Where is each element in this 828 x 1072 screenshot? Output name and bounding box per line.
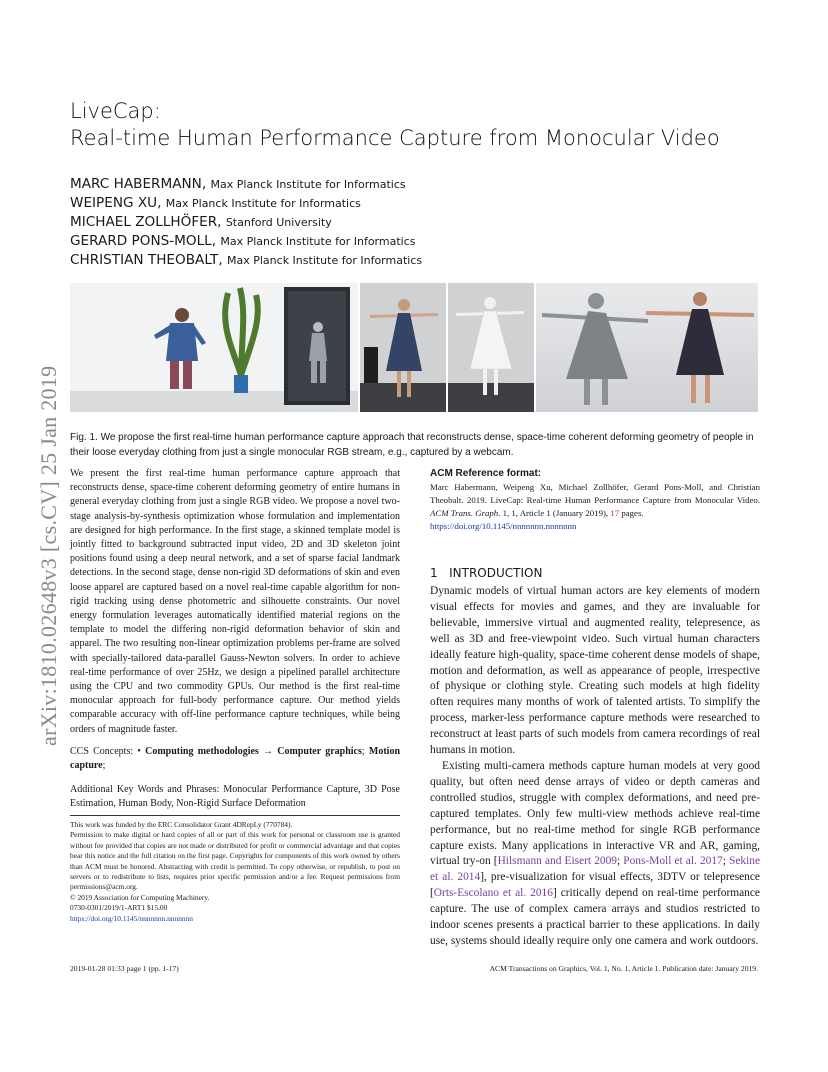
footnote-funding: This work was funded by the ERC Consolidator Grant 4DRepLy (770784). — [70, 820, 293, 829]
footer-right: ACM Transactions on Graphics, Vol. 1, No. 1, Article 1. Publication date: January 2019. — [489, 964, 758, 973]
citation-pons-moll[interactable]: Pons-Moll et al. 2017 — [623, 855, 723, 868]
author-3: MICHAEL ZOLLHÖFER, Stanford University — [70, 214, 332, 230]
author-list — [70, 175, 422, 270]
citation-hilsmann[interactable]: Hilsmann and Eisert 2009 — [497, 855, 617, 868]
acm-ref-pages-link[interactable]: 17 — [610, 508, 620, 519]
footnote-rule — [70, 815, 400, 816]
footnote-copyright: © 2019 Association for Computing Machinery. — [70, 892, 210, 902]
left-column — [70, 467, 400, 812]
intro-paragraph-1: Dynamic models of virtual human actors are key elements of modern visual effects for movies and games, and they are invaluable for believable, immersive virtual and augmented reality, telepresence, as well as 3D and free-viewpoint video. Such virtual human characters ideally feature high-quality, space-time coherent dense models of shape, motion and deformation, as well as appearance of people, irrespective of physique or clothing style. Creating such models at high fidelity often requires many months of work of talented artists. To simplify the process, marker-less performance capture methods were researched to reconstruct at least parts of such models from camera recordings of real humans in motion. — [430, 585, 760, 757]
citation-sekine[interactable]: Sekine et al. 2014 — [430, 855, 761, 884]
section-heading-introduction: 1 INTRODUCTION — [430, 566, 543, 580]
author-2: WEIPENG XU, Max Planck Institute for Informatics — [70, 195, 361, 211]
mesh-overlay-image — [448, 283, 534, 412]
title-line-2: Real-time Human Performance Capture from Monocular Video — [70, 126, 720, 150]
acm-reference — [430, 467, 760, 533]
footer-left: 2019-01-28 01:33 page 1 (pp. 1-17) — [70, 964, 179, 973]
title-line-1: LiveCap: — [70, 99, 161, 123]
ccs-concepts: CCS Concepts: • Computing methodologies → Computer graphics; Motion capture; — [70, 745, 400, 772]
teaser-panel-input — [70, 283, 358, 412]
author-4: GERARD PONS-MOLL, Max Planck Institute for Informatics — [70, 233, 416, 249]
reconstruction-result-image — [536, 283, 758, 412]
acm-ref-text: Marc Habermann, Weipeng Xu, Michael Zollhöfer, Gerard Pons-Moll, and Christian Theobalt. 2019. LiveCap: Real-time Human Performance Capture from Monocular Video. ACM Trans. Graph. 1, 1, Article 1 (January 2019), 17 pages. https://doi.org/10.1145/nnnnnnn.nnnnnnn — [430, 482, 760, 532]
teaser-figure — [70, 283, 758, 412]
author-5: CHRISTIAN THEOBALT, Max Planck Institute for Informatics — [70, 252, 423, 268]
author-1: MARC HABERMANN, Max Planck Institute for Informatics — [70, 176, 406, 192]
teaser-panel-mesh — [448, 283, 534, 412]
teaser-panel-rgb — [360, 283, 446, 412]
intro-paragraph-2: Existing multi-camera methods capture human models at very good quality, but often need dense arrays of video or depth cameras and controlled studios, struggle with complex deformations, and need pre-captured templates. Only few multi-view methods achieve real-time performance, but no real-time method for single RGB performance capture exists. Many applications in interactive VR and AR, gaming, virtual try-on [Hilsmann and Eisert 2009; Pons-Moll et al. 2017; Sekine et al. 2014], pre-visualization for visual effects, 3DTV or telepresence [Orts-Escolano et al. 2016] critically depend on real-time performance capture. The use of complex camera arrays and studios restricted to indoor scenes presents a practical barrier to these applications. In daily use, systems should ideally require only one camera and work outdoors. — [430, 759, 761, 947]
teaser-panel-result — [536, 283, 758, 412]
dress-photo-image — [360, 283, 446, 412]
footnote-doi-link[interactable]: https://doi.org/10.1145/nnnnnnn.nnnnnnn — [70, 913, 193, 923]
paper-title — [70, 98, 720, 152]
footnote — [70, 820, 400, 924]
arxiv-stamp: arXiv:1810.02648v3 [cs.CV] 25 Jan 2019 — [36, 365, 61, 746]
studio-scene-image — [70, 283, 358, 412]
footnote-permission: Permission to make digital or hard copies of all or part of this work for personal or classroom use is granted without fee provided that copies are not made or distributed for profit or commercial advantage and that copies bear this notice and the full citation on the first page. Copyrights for components of this work owned by others than ACM must be honored. Abstracting with credit is permitted. To copy otherwise, or republish, to post on servers or to redistribute to lists, requires prior specific permission and/or a fee. Request permissions from permissions@acm.org. — [70, 830, 400, 892]
introduction-body — [430, 584, 760, 950]
abstract: We present the first real-time human performance capture approach that reconstructs dense, space-time coherent deforming geometry of entire humans in general everyday clothing from just a single RGB video. We propose a novel two-stage analysis-by-synthesis optimization whose formulation and implementation are designed for high performance. In the first stage, a skinned template model is jointly fitted to background subtracted input video, 2D and 3D skeleton joint positions found using a deep neural network, and a set of sparse facial landmark detections. In the second stage, dense non-rigid 3D deformations of skin and even loose apparel are captured based on a novel real-time capable algorithm for non-rigid tracking using dense photometric and silhouette constraints. Our novel energy formulation leverages automatically identified material regions on the template to model the differing non-rigid deformation behavior of skin and apparel. The two resulting non-linear optimization problems per-frame are solved with specially-tailored data-parallel Gauss-Newton solvers. In order to achieve real-time performance of over 25Hz, we design a pipelined parallel architecture using the CPU and two commodity GPUs. Our method is the first real-time monocular approach for full-body performance capture. Our method yields comparable accuracy with off-line performance capture techniques, while being orders of magnitude faster. — [70, 468, 400, 735]
citation-orts-escolano[interactable]: Orts-Escolano et al. 2016 — [433, 887, 553, 900]
footnote-issn: 0730-0301/2019/1-ART1 $15.00 — [70, 903, 168, 913]
acm-ref-heading: ACM Reference format: — [430, 468, 542, 479]
keywords: Additional Key Words and Phrases: Monocular Performance Capture, 3D Pose Estimation, Human Body, Non-Rigid Surface Deformation — [70, 784, 400, 810]
figure-caption: Fig. 1. We propose the first real-time human performance capture approach that reconstructs dense, space-time coherent deforming geometry of people in their loose everyday clothing from just a single monocular RGB stream, e.g., captured by a webcam. — [70, 432, 754, 458]
acm-ref-doi-link[interactable]: https://doi.org/10.1145/nnnnnnn.nnnnnnn — [430, 521, 577, 532]
